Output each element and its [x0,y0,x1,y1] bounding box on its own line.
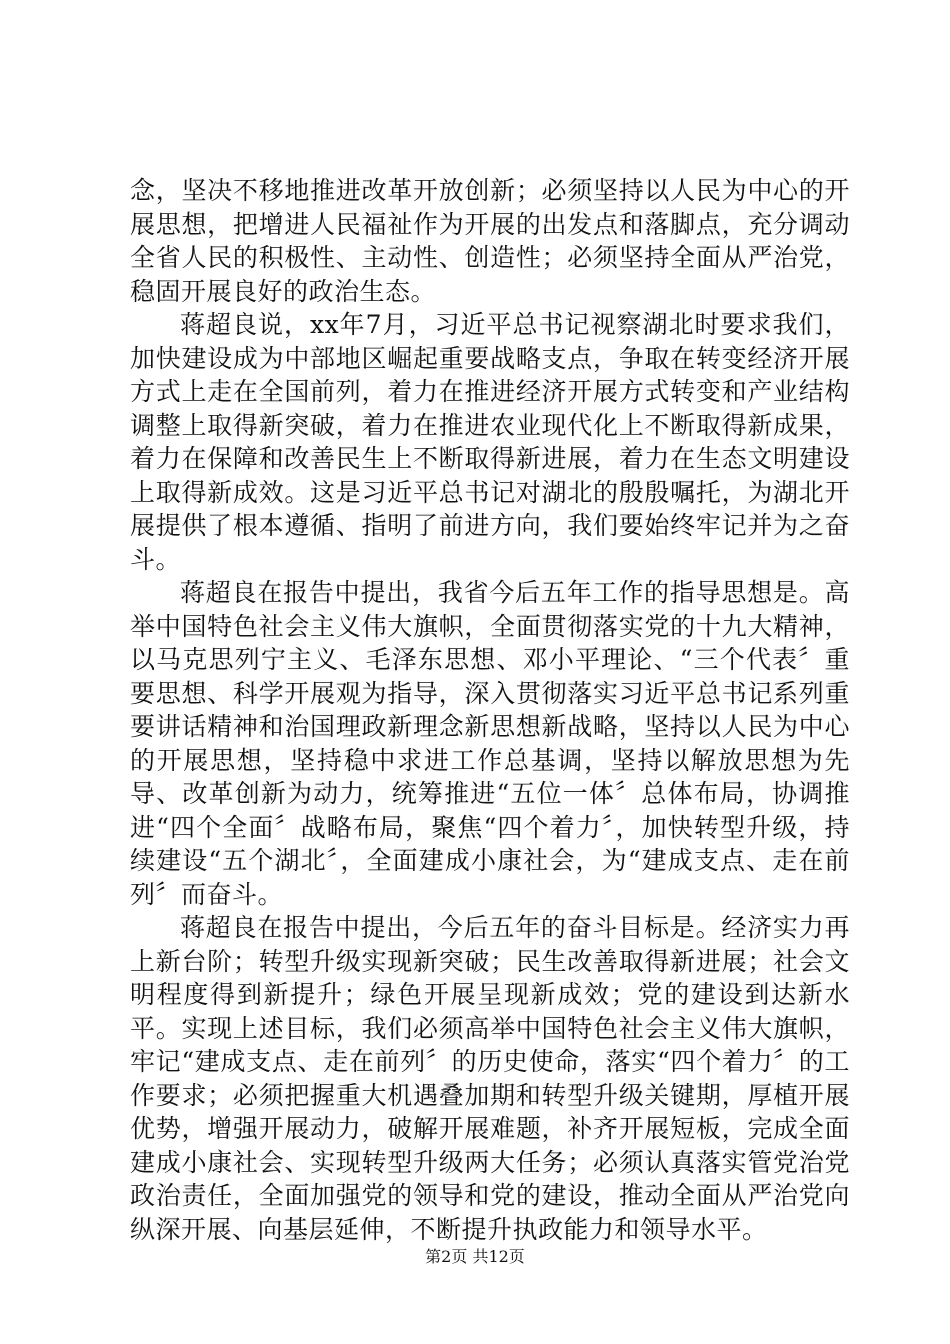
page-number-footer: 第2页 共12页 [425,1247,525,1266]
paragraph-continuation: 念，坚决不移地推进改革开放创新；必须坚持以人民为中心的开展思想，把增进人民福祉作为开展的出发点和落脚点，充分调动全省人民的积极性、主动性、创造性；必须坚持全面从严治党，稳固开展良好的政治生态。 [130,176,850,306]
paragraph: 蒋超良在报告中提出，今后五年的奋斗目标是。经济实力再上新台阶；转型升级实现新突破；民生改善取得新进展；社会文明程度得到新提升；绿色开展呈现新成效；党的建设到达新水平。实现上述目标，我们必须高举中国特色社会主义伟大旗帜，牢记“建成支点、走在前列〞的历史使命，落实“四个着力〞的工作要求；必须把握重大机遇叠加期和转型升级关键期，厚植开展优势，增强开展动力，破解开展难题，补齐开展短板，完成全面建成小康社会、实现转型升级两大任务；必须认真落实管党治党政治责任，全面加强党的领导和党的建设，推动全面从严治党向纵深开展、向基层延伸，不断提升执政能力和领导水平。 [130,913,850,1244]
paragraph: 蒋超良说，xx年7月，习近平总书记视察湖北时要求我们，加快建设成为中部地区崛起重要战略支点，争取在转变经济开展方式上走在全国前列，着力在推进经济开展方式转变和产业结构调整上取得新突破，着力在推进农业现代化上不断取得新成果，着力在保障和改善民生上不断取得新进展，着力在生态文明建设上取得新成效。这是习近平总书记对湖北的殷殷嘱托，为湖北开展提供了根本遵循、指明了前进方向，我们要始终牢记并为之奋斗。 [130,310,850,574]
document-body [130,174,850,1246]
paragraph: 蒋超良在报告中提出，我省今后五年工作的指导思想是。高举中国特色社会主义伟大旗帜，全面贯彻落实党的十九大精神，以马克思列宁主义、毛泽东思想、邓小平理论、“三个代表〞重要思想、科学开展观为指导，深入贯彻落实习近平总书记系列重要讲话精神和治国理政新理念新思想新战略，坚持以人民为中心的开展思想，坚持稳中求进工作总基调，坚持以解放思想为先导、改革创新为动力，统筹推进“五位一体〞总体布局，协调推进“四个全面〞战略布局，聚焦“四个着力〞，加快转型升级，持续建设“五个湖北〞，全面建成小康社会，为“建成支点、走在前列〞而奋斗。 [130,578,850,909]
